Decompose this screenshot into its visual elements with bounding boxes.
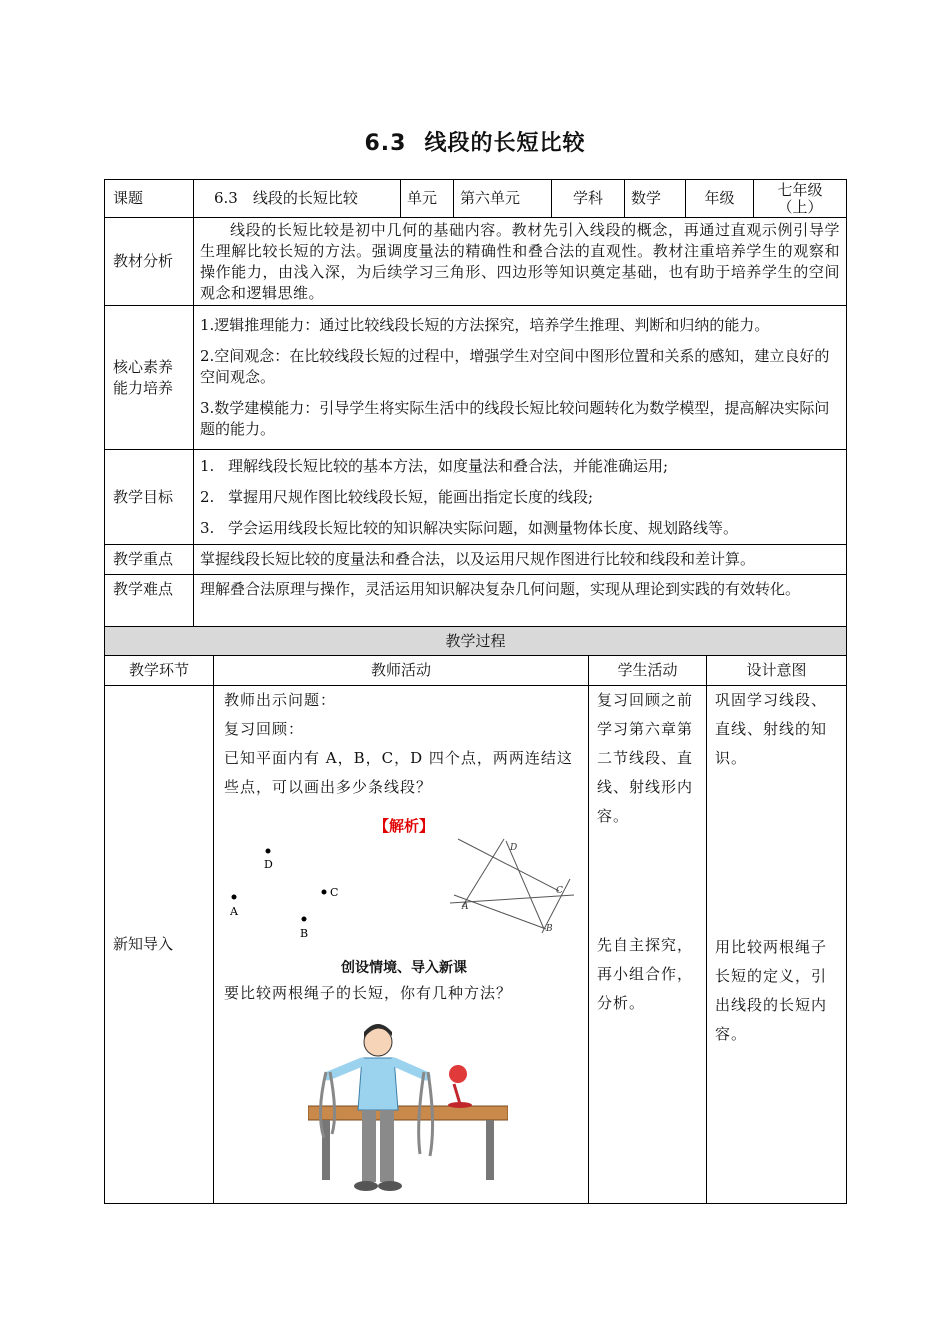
unit-value: 第六单元 <box>454 180 552 218</box>
grade-label: 年级 <box>686 180 754 218</box>
difficulty-text: 理解叠合法原理与操作，灵活运用知识解决复杂几何问题，实现从理论到实践的有效转化。 <box>194 575 847 627</box>
analysis-text: 线段的长短比较是初中几何的基础内容。教材先引入线段的概念，再通过直观示例引导学生理解比较长短的方法。强调度量法的精确性和叠合法的直观性。教材注重培养学生的观察和操作能力，由浅入深，为后续学习三角形、四边形等知识奠定基础，也有助于培养学生的空间观念和逻辑思维。 <box>200 220 840 302</box>
topic-row <box>105 180 847 218</box>
lesson-info-table <box>104 179 847 627</box>
topic-label: 课题 <box>105 180 194 218</box>
grade-value: 七年级（上） <box>754 180 847 218</box>
literacy-item: 3.数学建模能力：引导学生将实际生活中的线段长短比较问题转化为数学模型，提高解决实际问题的能力。 <box>200 399 830 438</box>
difficulty-row <box>105 575 847 627</box>
document-title <box>0 126 950 157</box>
teacher-line: 教师出示问题： <box>224 691 337 709</box>
table-illustration <box>308 1106 508 1180</box>
analysis-row <box>105 218 847 306</box>
difficulty-label: 教学难点 <box>105 575 194 627</box>
literacy-label: 核心素养能力培养 <box>105 306 194 450</box>
svg-text:A: A <box>462 902 469 912</box>
scenario-title: 创设情境、导入新课 <box>341 960 467 976</box>
student-activity <box>589 686 707 1204</box>
label-b: B <box>300 927 309 940</box>
label-a: A <box>230 905 238 918</box>
lamp-illustration <box>448 1065 472 1108</box>
process-title: 教学过程 <box>105 627 847 656</box>
rope-comparison-illustration <box>308 1014 508 1194</box>
header-design: 设计意图 <box>707 656 847 686</box>
lines-figure <box>450 839 574 934</box>
scenario-question: 要比较两根绳子的长短，你有几种方法？ <box>224 984 513 1002</box>
label-d: D <box>264 858 273 871</box>
key-row <box>105 545 847 575</box>
subject-label: 学科 <box>552 180 625 218</box>
goal-item: 3. 学会运用线段长短比较的知识解决实际问题，如测量物体长度、规划路线等。 <box>200 518 739 537</box>
four-points-figure <box>229 849 338 941</box>
design-intent <box>707 686 847 1204</box>
label-c: C <box>330 886 339 899</box>
point-c <box>322 890 327 895</box>
key-text: 掌握线段长短比较的度量法和叠合法，以及运用尺规作图进行比较和线段和差计算。 <box>194 545 847 575</box>
point-b <box>302 917 307 922</box>
title-text: 线段的长短比较 <box>424 131 586 156</box>
svg-text:D: D <box>510 843 518 853</box>
point-a <box>232 895 237 900</box>
header-stage: 教学环节 <box>105 656 214 686</box>
stage-cell: 新知导入 <box>105 686 214 1204</box>
title-number: 6.3 <box>364 131 407 156</box>
analysis-label: 教材分析 <box>105 218 194 306</box>
design-text: 用比较两根绳子长短的定义，引出线段的长短内容。 <box>715 938 828 1043</box>
goal-item: 1. 理解线段长短比较的基本方法，如度量法和叠合法，并能准确运用; <box>200 456 669 475</box>
teacher-activity <box>214 686 589 1204</box>
unit-label: 单元 <box>401 180 454 218</box>
goals-label: 教学目标 <box>105 450 194 545</box>
subject-value: 数学 <box>625 180 686 218</box>
literacy-row <box>105 306 847 450</box>
teacher-line: 复习回顾： <box>224 720 305 738</box>
literacy-item: 1.逻辑推理能力：通过比较线段长短的方法探究，培养学生推理、判断和归纳的能力。 <box>200 316 770 334</box>
point-d <box>266 849 271 854</box>
design-text: 巩固学习线段、直线、射线的知识。 <box>715 691 828 767</box>
key-label: 教学重点 <box>105 545 194 575</box>
goal-item: 2. 掌握用尺规作图比较线段长短，能画出指定长度的线段; <box>200 487 594 506</box>
student-text: 先自主探究，再小组合作，分析。 <box>597 936 694 1012</box>
teacher-question: 已知平面内有 A，B，C，D 四个点，两两连结这些点，可以画出多少条线段？ <box>224 749 573 796</box>
literacy-item: 2.空间观念：在比较线段长短的过程中，增强学生对空间中图形位置和关系的感知，建立良好的空间观念。 <box>200 347 830 386</box>
student-text: 复习回顾之前学习第六章第二节线段、直线、射线形内容。 <box>597 691 694 825</box>
header-teacher: 教师活动 <box>214 656 589 686</box>
points-diagram <box>224 837 574 957</box>
svg-text:C: C <box>556 886 563 896</box>
svg-text:B: B <box>546 924 553 934</box>
topic-value: 6.3 线段的长短比较 <box>194 180 401 218</box>
goals-row <box>105 450 847 545</box>
header-student: 学生活动 <box>589 656 707 686</box>
teaching-process-table <box>104 626 847 1204</box>
analysis-tag: 【解析】 <box>373 817 434 835</box>
